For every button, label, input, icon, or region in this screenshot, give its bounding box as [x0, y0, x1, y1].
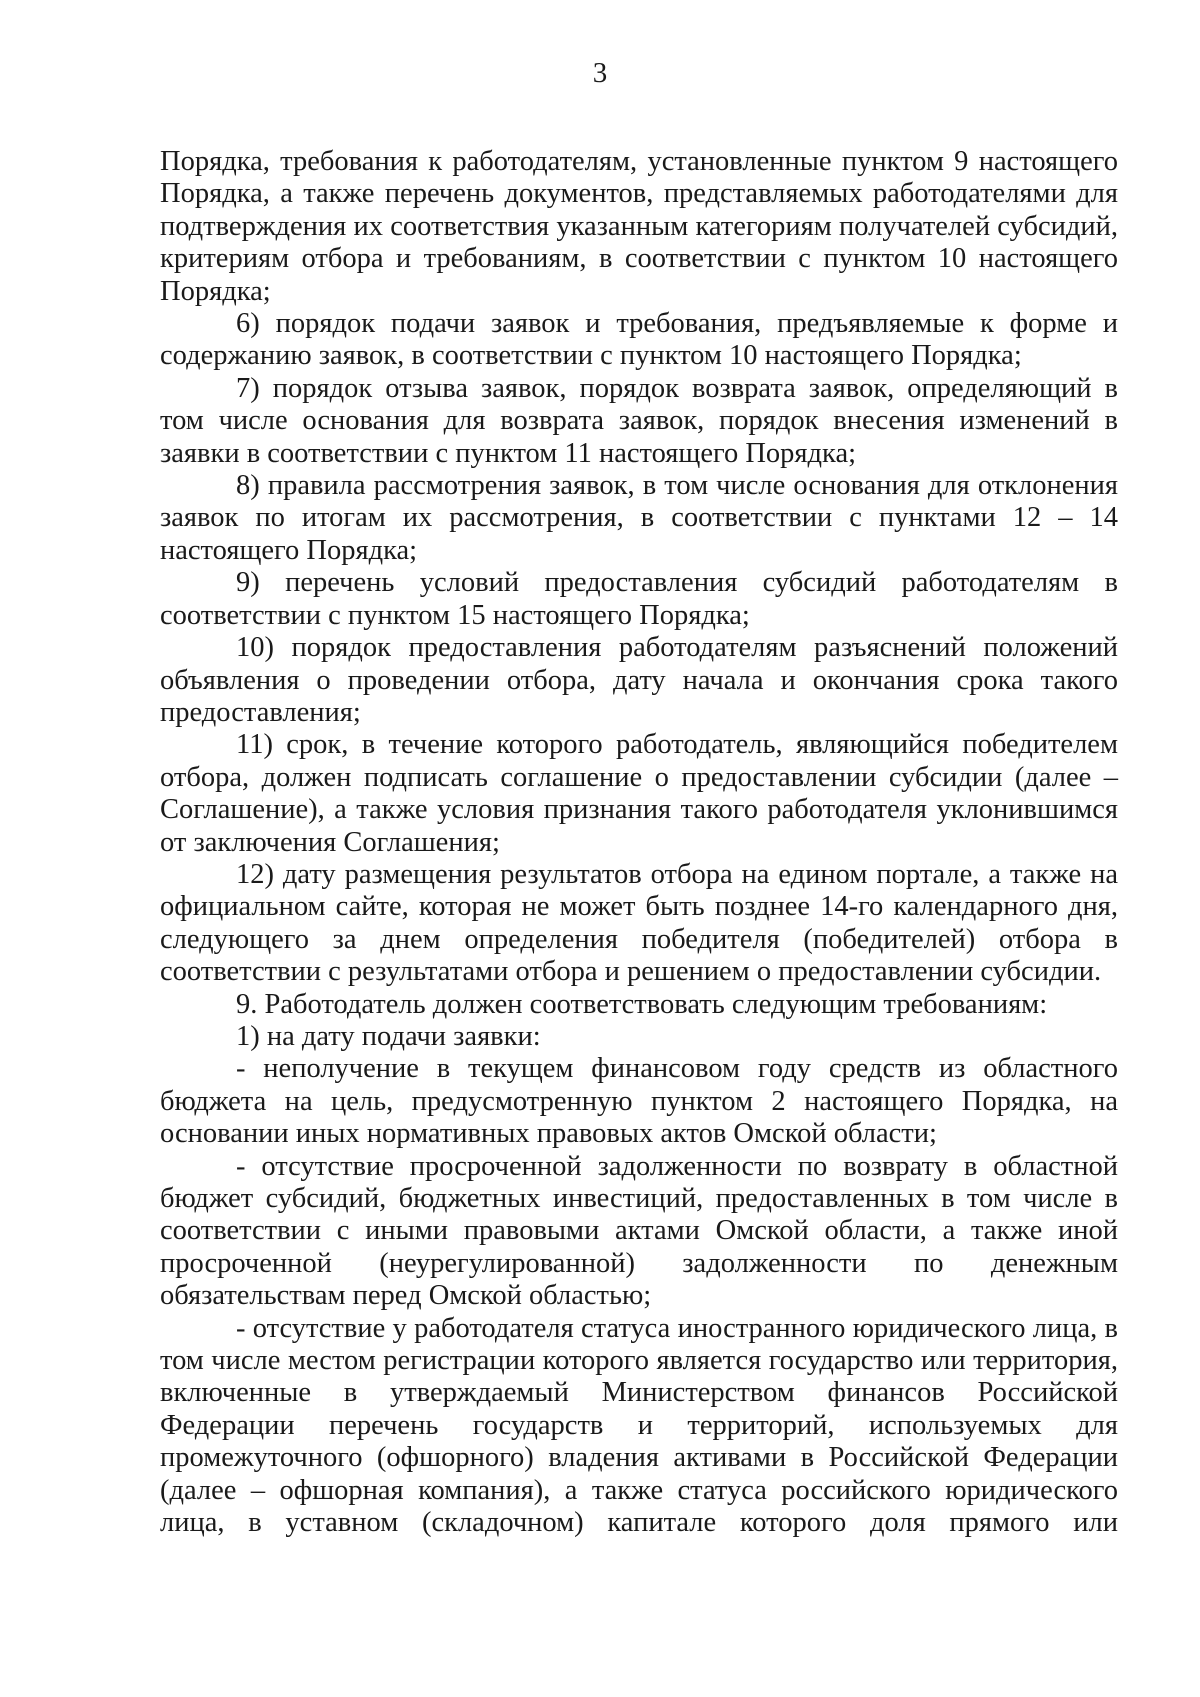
document-body [160, 146, 1118, 1539]
page-number: 3 [592, 57, 608, 89]
paragraph-item-9: 9) перечень условий предоставления субсидий работодателям в соответствии с пунктом 15 настоящего Порядка; [160, 567, 1118, 631]
paragraph-item-8: 8) правила рассмотрения заявок, в том числе основания для отклонения заявок по итогам их рассмотрения, в соответствии с пунктами 12 – 14 настоящего Порядка; [160, 470, 1118, 566]
paragraph-item-11: 11) срок, в течение которого работодатель, являющийся победителем отбора, должен подписать соглашение о предоставлении субсидии (далее – Соглашение), а также условия признания такого работодателя уклонившимся от заключения Соглашения; [160, 729, 1118, 858]
paragraph-item-10: 10) порядок предоставления работодателям разъяснений положений объявления о проведении отбора, дату начала и окончания срока такого предоставления; [160, 632, 1118, 728]
paragraph-bullet-2: - отсутствие просроченной задолженности по возврату в областной бюджет субсидий, бюджетных инвестиций, предоставленных в том числе в соответствии с иными правовыми актами Омской области, а также иной просроченной (неурегулированной) задолженности по денежным обязательствам перед Омской областью; [160, 1150, 1118, 1312]
paragraph-bullet-1: - неполучение в текущем финансовом году средств из областного бюджета на цель, предусмотренную пунктом 2 настоящего Порядка, на основании иных нормативных правовых актов Омской области; [160, 1053, 1118, 1150]
paragraph-subclause-1: 1) на дату подачи заявки: [236, 1020, 541, 1052]
paragraph-continuation: Порядка, требования к работодателям, установленные пунктом 9 настоящего Порядка, а также перечень документов, представляемых работодателями для подтверждения их соответствия указанным категориям получателей субсидий, критериям отбора и требованиям, в соответствии с пунктом 10 настоящего Порядка; [160, 146, 1118, 307]
paragraph-item-6: 6) порядок подачи заявок и требования, предъявляемые к форме и содержанию заявок, в соответствии с пунктом 10 настоящего Порядка; [160, 308, 1118, 372]
paragraph-item-12: 12) дату размещения результатов отбора на едином портале, а также на официальном сайте, которая не может быть позднее 14-го календарного дня, следующего за днем определения победителя (победителей) отбора в соответствии с результатами отбора и решением о предоставлении субсидии. [160, 858, 1118, 988]
paragraph-bullet-3: - отсутствие у работодателя статуса иностранного юридического лица, в том числе местом регистрации которого является государство или территория, включенные в утверждаемый Министерством финансов Российской Федерации перечень государств и территорий, используемых для промежуточного (офшорного) владения активами в Российской Федерации (далее – офшорная компания), а также статуса российского юридического лица, в уставном (складочном) капитале которого доля прямого или [160, 1312, 1118, 1539]
paragraph-item-7: 7) порядок отзыва заявок, порядок возврата заявок, определяющий в том числе основания для возврата заявок, порядок внесения изменений в заявки в соответствии с пунктом 11 настоящего Порядка; [160, 372, 1118, 469]
paragraph-clause-9: 9. Работодатель должен соответствовать следующим требованиям: [236, 988, 1048, 1020]
